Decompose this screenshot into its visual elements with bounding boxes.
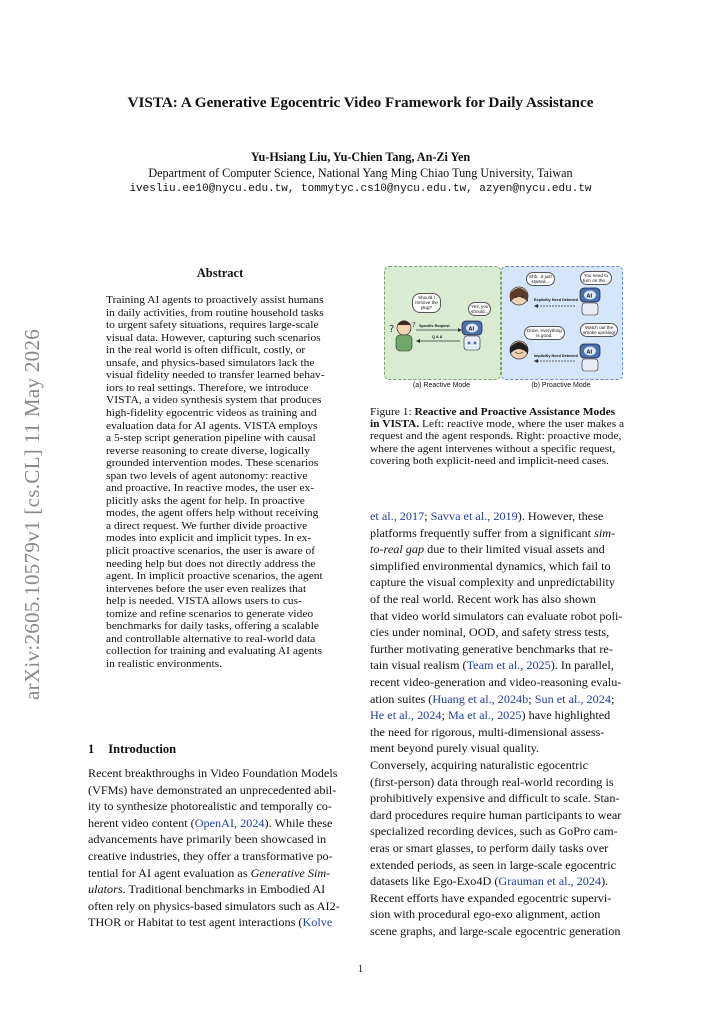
- right-column-line: [370, 577, 615, 589]
- svg-text:?: ?: [389, 324, 395, 335]
- intro-line: [88, 785, 336, 797]
- right-column-line: [370, 893, 611, 905]
- citation-link[interactable]: Grauman et al., 2024: [498, 876, 602, 889]
- text-run: help is needed. VISTA allows users to cus-: [106, 596, 302, 608]
- abstract-line: [106, 659, 222, 671]
- text-run: modes, the agent offers help without receiving: [106, 508, 319, 520]
- abstract-line: [106, 483, 314, 495]
- text-run: Figure 1:: [370, 407, 415, 418]
- citation-link[interactable]: Huang et al., 2024b: [432, 693, 529, 706]
- speech-bubble-agent-reactive: Yes, you should...: [468, 302, 491, 316]
- speech-bubble-agent-proactive-2: Watch out the smoke uprising!: [580, 323, 618, 337]
- right-column-line: [370, 627, 609, 639]
- right-column-line: [370, 677, 621, 689]
- text-run: prohibitively expensive and difficult to scale. Stan-: [370, 793, 620, 806]
- text-run: agent. In implicit proactive scenarios, the agent: [106, 571, 323, 583]
- text-run: high-fidelity egocentric videos as training and: [106, 407, 317, 419]
- intro-line: [88, 884, 325, 896]
- user-face-icon-top: [510, 287, 528, 305]
- right-column-line: [370, 544, 605, 556]
- text-run: . Traditional benchmarks in Embodied AI: [122, 884, 326, 897]
- text-run: in realistic environments.: [106, 658, 222, 670]
- text-run: grounded intervention modes. These scenarios: [106, 458, 319, 470]
- citation-link[interactable]: Savva et al., 2019: [430, 511, 518, 523]
- text-run: Left: reactive mode, where the user makes a: [419, 419, 625, 431]
- author-emails: ivesliu.ee10@nycu.edu.tw, tommytyc.cs10@nycu.edu.tw, azyen@nycu.edu.tw: [129, 183, 592, 195]
- text-run: eras or smart glasses, to perform daily tasks over: [370, 843, 609, 855]
- citation-link[interactable]: OpenAI, 2024: [194, 817, 265, 830]
- text-run: THOR or Habitat to test agent interactions (: [88, 917, 303, 930]
- text-run: ). However, these: [517, 511, 604, 523]
- section-title: Introduction: [108, 742, 177, 756]
- right-column-line: [370, 511, 603, 523]
- text-run: capture the visual complexity and unpredictability: [370, 577, 615, 590]
- text-run: ;: [441, 710, 448, 723]
- text-run: Generative Sim-: [250, 867, 331, 880]
- abstract-line: [106, 395, 321, 407]
- text-run: ation suites (: [370, 693, 433, 706]
- right-column-line: [370, 909, 600, 921]
- abstract-line: [106, 634, 315, 646]
- abstract-line: [106, 446, 310, 458]
- text-run: (first-person) data through real-world recording is: [370, 776, 614, 789]
- text-run: in daily activities, from routine household tasks: [106, 307, 324, 319]
- text-run: dard procedures require human participants to wear: [370, 809, 622, 822]
- text-run: covering both explicit-need and implicit-need cases.: [370, 455, 609, 467]
- citation-link[interactable]: He et al., 2024: [370, 710, 442, 723]
- abstract-line: [106, 609, 313, 621]
- citation-link[interactable]: et al., 2017: [370, 511, 425, 523]
- abstract-line: [106, 646, 322, 658]
- paper-authors: Yu-Hsiang Liu, Yu-Chien Tang, An-Zi Yen: [250, 150, 471, 164]
- abstract-line: [106, 508, 318, 520]
- text-run: ;: [528, 693, 535, 706]
- citation-link[interactable]: Sun et al., 2024: [534, 693, 611, 706]
- abstract-line: [106, 358, 314, 370]
- right-column-line: [370, 777, 614, 789]
- abstract-line: [106, 308, 324, 320]
- text-run: tomize and refine scenarios to generate video: [106, 608, 314, 620]
- text-run: ment beyond purely visual quality.: [370, 743, 539, 756]
- abstract-line: [106, 596, 302, 608]
- text-run: unsafe, and physics-based simulators lack the: [106, 357, 315, 369]
- svg-text:AI: AI: [586, 349, 593, 356]
- abstract-heading: Abstract: [196, 266, 244, 280]
- text-run: ulators: [88, 884, 123, 897]
- speech-bubble-user-proactive-2: Done, everything is good.: [524, 326, 565, 340]
- text-run: visual fidelity needed to transfer learned behav-: [106, 370, 325, 382]
- abstract-line: [106, 496, 305, 508]
- text-run: cies under nominal, OOD, and safety stress tests,: [370, 627, 610, 640]
- intro-line: [88, 901, 340, 913]
- text-run: simplified environmental dynamics, which fail to: [370, 560, 611, 573]
- text-run: scene graphs, and large-scale egocentric generation: [370, 926, 621, 938]
- citation-link[interactable]: Kolve: [302, 917, 333, 930]
- text-run: herent video content (: [88, 817, 195, 830]
- text-run: sion with procedural ego-exo alignment, action: [370, 909, 601, 922]
- abstract-line: [106, 333, 321, 345]
- text-run: Recent breakthroughs in Video Foundation Models: [88, 768, 338, 780]
- text-run: creative industries, they offer a transformative po-: [88, 851, 333, 863]
- abstract-line: [106, 370, 325, 382]
- caption-line: [370, 444, 615, 456]
- text-run: reverse reasoning to create diverse, logically: [106, 445, 310, 457]
- intro-line: [88, 868, 330, 880]
- right-column-line: [370, 743, 539, 755]
- tag-explicit-need: Explicitly Need Detected: [534, 298, 579, 302]
- svg-text:?: ?: [412, 321, 416, 329]
- abstract-line: [106, 584, 306, 596]
- text-run: Training AI agents to proactively assist humans: [106, 295, 324, 306]
- text-run: extended periods, as seen in large-scale egocentric: [370, 859, 617, 872]
- intro-line: [88, 834, 326, 846]
- text-run: benchmarks for daily tasks, offering a scalable: [106, 621, 319, 633]
- section-number: 1: [88, 742, 95, 756]
- right-column-line: [370, 694, 614, 706]
- caption-line: [370, 419, 624, 431]
- text-run: to urgent safety situations, requires large-scale: [106, 320, 319, 332]
- text-run: VISTA, a video synthesis system that produces: [106, 395, 322, 407]
- text-run: the need for rigorous, multi-dimensional assess-: [370, 726, 605, 739]
- caption-line: [370, 456, 609, 468]
- right-column-line: [370, 810, 621, 822]
- text-run: ;: [424, 511, 431, 523]
- abstract-line: [106, 345, 305, 357]
- abstract-line: [106, 433, 316, 445]
- abstract-line: [106, 383, 309, 395]
- right-column-line: [370, 611, 622, 623]
- abstract-line: [106, 320, 318, 332]
- right-column-line: [370, 860, 616, 872]
- right-column-line: [370, 843, 608, 855]
- intro-line: [88, 851, 333, 863]
- robot-agent-icon-top: [580, 288, 600, 315]
- svg-text:AI: AI: [586, 293, 593, 300]
- page-number: 1: [357, 963, 364, 975]
- text-run: plicitly asks the agent for help. In proactive: [106, 495, 305, 507]
- caption-line: [370, 407, 615, 419]
- tag-implicit-need: Implicitly Need Detected: [534, 354, 578, 358]
- abstract-line: [106, 458, 318, 470]
- text-run: ). In parallel,: [550, 660, 614, 673]
- section-heading-introduction: [88, 742, 176, 757]
- abstract-line: [106, 621, 319, 633]
- text-run: in the real world is often difficult, costly, or: [106, 345, 306, 357]
- figure-1: [384, 266, 624, 394]
- text-run: Recent efforts have expanded egocentric supervi-: [370, 892, 612, 905]
- text-run: needing help but does not directly address the: [106, 558, 316, 570]
- right-column-line: [370, 760, 588, 772]
- abstract-line: [106, 571, 323, 583]
- text-run: ). While these: [264, 817, 333, 830]
- robot-agent-icon-bottom: [580, 344, 600, 371]
- text-run: modes into explicit and implicit types. In ex-: [106, 533, 312, 545]
- text-run: Reactive and Proactive Assistance Modes: [414, 407, 616, 418]
- arxiv-identifier: arXiv:2605.10579v1 [cs.CL] 11 May 2026: [20, 328, 44, 700]
- text-run: ).: [601, 876, 609, 889]
- abstract-line: [106, 295, 324, 307]
- text-run: and proactive. In reactive modes, the user ex-: [106, 483, 315, 495]
- speech-bubble-agent-proactive-1: You need to turn on the...: [580, 271, 612, 285]
- text-run: advancements have primarily been showcased in: [88, 834, 327, 847]
- abstract-line: [106, 533, 311, 545]
- user-figure-icon: [389, 321, 416, 352]
- text-run: evaluation data for AI agents. VISTA employs: [106, 420, 318, 432]
- right-column-line: [370, 826, 618, 838]
- text-run: (VFMs) have demonstrated an unprecedented abil-: [88, 784, 337, 797]
- intro-line: [88, 768, 337, 780]
- citation-link[interactable]: Ma et al., 2025: [447, 710, 522, 723]
- text-run: ;: [610, 693, 615, 706]
- text-run: datasets like Ego-Exo4D (: [370, 876, 499, 889]
- intro-line: [88, 917, 332, 929]
- user-face-icon-bottom: [510, 341, 528, 359]
- intro-line: [88, 801, 332, 813]
- text-run: where the agent intervenes without a specific request,: [370, 443, 616, 455]
- right-column-line: [370, 644, 613, 656]
- text-run: ity to synthesize photorealistic and temporally co-: [88, 801, 332, 814]
- right-column-line: [370, 710, 610, 722]
- text-run: collection for training and evaluating AI agents: [106, 646, 323, 658]
- text-run: intervenes before the user even realizes that: [106, 583, 307, 595]
- abstract-line: [106, 559, 315, 571]
- text-run: span two levels of agent autonomy: reactive: [106, 470, 308, 482]
- abstract-line: [106, 421, 317, 433]
- text-run: specialized recording devices, such as GoPro cam-: [370, 826, 618, 839]
- caption-line: [370, 431, 621, 443]
- text-run: plicit proactive scenarios, the user is aware of: [106, 546, 316, 557]
- text-run: recent video-generation and video-reasoning evalu-: [370, 677, 622, 689]
- text-run: platforms frequently suffer from a significant: [370, 527, 595, 540]
- paper-title: VISTA: A Generative Egocentric Video Framework for Daily Assistance: [127, 94, 594, 111]
- text-run: that video world simulators can evaluate robot poli-: [370, 610, 623, 623]
- panel-label-proactive: (b) Proactive Mode: [531, 382, 591, 389]
- right-column-line: [370, 793, 619, 805]
- tag-qa: Q & A: [432, 335, 443, 339]
- text-run: often rely on physics-based simulators such as AI2-: [88, 900, 340, 913]
- text-run: tain visual realism (: [370, 660, 467, 673]
- text-run: a direct request. We further divide proactive: [106, 520, 308, 532]
- text-run: visual data. However, capturing such scenarios: [106, 332, 321, 344]
- panel-label-reactive: (a) Reactive Mode: [412, 382, 471, 389]
- text-run: to-real gap: [370, 544, 425, 557]
- text-run: tential for AI agent evaluation as: [88, 867, 251, 880]
- speech-bubble-user-proactive-1: Shh...it just started...: [526, 272, 555, 286]
- text-run: request and the agent responds. Right: proactive mode,: [370, 431, 622, 443]
- robot-agent-icon: [462, 321, 482, 350]
- right-column-line: [370, 660, 614, 672]
- text-run: further motivating generative benchmarks that re-: [370, 643, 613, 656]
- right-column-line: [370, 561, 611, 573]
- paper-affiliation: Department of Computer Science, National Yang Ming Chiao Tung University, Taiwan: [148, 166, 573, 180]
- tag-specific-request: Specific Request: [419, 324, 450, 328]
- text-run: a 5-step script generation pipeline with causal: [106, 433, 316, 445]
- text-run: in VISTA.: [370, 419, 420, 431]
- right-column-line: [370, 528, 615, 540]
- text-run: sim-: [594, 527, 616, 540]
- text-run: due to their limited visual assets and: [424, 544, 605, 557]
- text-run: and controllable alternative to real-world data: [106, 633, 316, 645]
- abstract-line: [106, 546, 315, 558]
- abstract-line: [106, 408, 317, 420]
- text-run: Conversely, acquiring naturalistic egocentric: [370, 760, 589, 772]
- text-run: ) have highlighted: [521, 710, 611, 723]
- text-run: iors to real settings. Therefore, we introduce: [106, 382, 309, 394]
- svg-text:AI: AI: [468, 326, 475, 333]
- intro-line: [88, 818, 332, 830]
- citation-link[interactable]: Team et al., 2025: [466, 660, 551, 673]
- speech-bubble-user-reactive: Should I remove the plug?: [412, 293, 441, 313]
- abstract-line: [106, 521, 307, 533]
- right-column-line: [370, 727, 604, 739]
- abstract-line: [106, 471, 307, 483]
- right-column-line: [370, 876, 608, 888]
- right-column-line: [370, 926, 620, 938]
- text-run: of the real world. Recent work has also shown: [370, 594, 597, 606]
- right-column-line: [370, 594, 596, 606]
